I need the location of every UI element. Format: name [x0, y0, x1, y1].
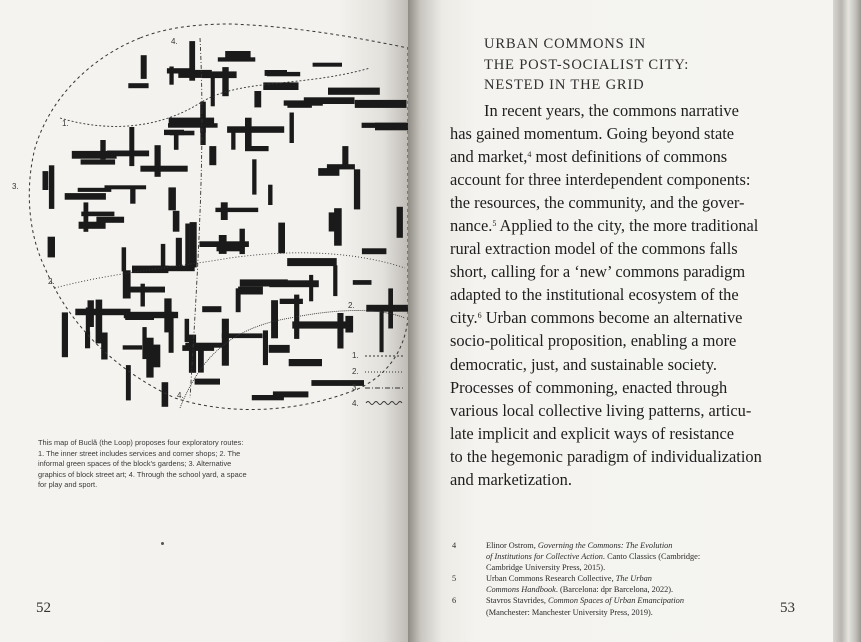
body-line: various local collective living patterns, articu-: [450, 400, 752, 420]
legend-line-4: [366, 402, 402, 405]
building-block: [304, 97, 355, 104]
footnote-number: 4: [452, 541, 457, 550]
building-block: [290, 113, 294, 144]
building-block: [62, 312, 68, 357]
footnote-line: Cambridge University Press, 2015).: [486, 563, 606, 573]
building-block: [222, 333, 263, 338]
building-block: [254, 91, 261, 107]
building-block: [327, 164, 355, 169]
caption-line: graphics of block street art; 4. Through the school yard, a space: [38, 469, 247, 479]
caption-line: informal green spaces of the block's gardens; 3. Alternative: [38, 459, 232, 469]
building-block: [123, 345, 143, 349]
building-block: [388, 288, 393, 328]
building-block: [353, 280, 372, 285]
route-label-4: 4.: [177, 391, 184, 400]
building-block: [185, 319, 190, 342]
footnote-ref[interactable]: 5: [492, 219, 497, 229]
building-block: [215, 208, 258, 212]
building-block: [309, 275, 313, 301]
building-block: [245, 118, 252, 150]
building-block: [200, 102, 206, 133]
building-block: [142, 327, 146, 359]
body-line: has gained momentum. Going beyond state: [450, 124, 735, 144]
building-block: [218, 57, 256, 61]
body-line: late implicit and explicit ways of resistance: [450, 423, 735, 443]
building-block: [292, 321, 349, 328]
building-block: [268, 185, 272, 205]
caption-line: for play and sport.: [38, 480, 98, 490]
footnote-line: 4 Elinor Ostrom, Governing the Commons: The Evolution: [452, 541, 673, 550]
building-block: [267, 72, 300, 76]
building-block: [81, 159, 116, 164]
building-block: [129, 127, 134, 166]
building-block: [153, 345, 160, 368]
building-block: [105, 185, 147, 189]
footnote-number: 6: [452, 596, 457, 606]
footnote-line: 5 Urban Commons Research Collective, The Urban: [452, 574, 652, 584]
route-label-2-right: 2.: [348, 301, 355, 310]
building-block: [355, 100, 407, 108]
heading-line: THE POST-SOCIALIST CITY:: [484, 56, 690, 73]
footnote-line: 6 Stavros Stavrides, Common Spaces of Urban Emancipation: [452, 596, 684, 606]
building-block: [75, 309, 130, 316]
map-caption: [38, 438, 313, 491]
building-block: [287, 103, 312, 107]
building-block: [49, 165, 54, 209]
building-block: [167, 68, 191, 73]
building-block: [79, 222, 106, 229]
chapter-heading: [484, 34, 689, 96]
page-number-left: 52: [36, 600, 51, 616]
building-block: [225, 51, 250, 58]
building-block: [170, 131, 195, 136]
building-block: [195, 379, 220, 385]
building-block: [245, 146, 269, 151]
page-number-right: 53: [780, 600, 795, 616]
heading-line: NESTED IN THE GRID: [484, 77, 645, 93]
building-block: [240, 229, 245, 254]
building-block: [354, 169, 360, 209]
building-block: [101, 333, 107, 360]
body-line: In recent years, the commons narrative: [484, 101, 739, 120]
body-line: short, calling for a ‘new’ commons paradigm: [450, 262, 746, 282]
building-block: [65, 193, 106, 200]
footnote-line: Commons Handbook. (Barcelona: dpr Barcelona, 2022).: [486, 585, 674, 595]
building-block: [130, 187, 135, 204]
footnote-line: of Institutions for Collective Action. Canto Classics (Cambridge:: [486, 552, 701, 562]
building-block: [238, 287, 263, 295]
building-block: [313, 63, 342, 67]
building-block: [128, 83, 148, 88]
building-block: [162, 382, 169, 407]
building-block: [231, 130, 235, 150]
neighborhood-map: [0, 18, 412, 418]
building-block: [202, 306, 221, 312]
route-2: [55, 253, 405, 288]
building-block: [329, 212, 336, 231]
body-paragraph: [450, 99, 800, 491]
legend-label-4: 4.: [352, 399, 359, 408]
building-block: [173, 211, 180, 232]
route-label-3: 3.: [12, 182, 19, 191]
building-block: [164, 298, 171, 332]
building-block: [278, 223, 285, 254]
building-block: [72, 151, 117, 159]
body-line: and market,$^4$ most definitions of commons: [450, 147, 728, 167]
building-block: [100, 140, 105, 159]
building-block: [123, 270, 131, 298]
building-block: [271, 300, 278, 338]
building-block: [236, 288, 241, 312]
building-block: [362, 248, 387, 254]
building-block: [141, 284, 145, 307]
building-block: [122, 247, 127, 271]
building-block: [140, 166, 187, 172]
building-block: [141, 55, 147, 79]
page-mark: [161, 542, 164, 545]
footnote-ref[interactable]: 6: [477, 311, 482, 321]
building-block: [397, 207, 403, 238]
building-block: [337, 313, 343, 349]
building-block: [185, 224, 190, 269]
building-block: [328, 88, 380, 95]
route-label-1: 1.: [62, 119, 69, 128]
building-block: [263, 330, 268, 365]
footnote-ref[interactable]: 4: [527, 150, 532, 160]
caption-line: 1. The inner street includes services and corner shops; 2. The: [38, 448, 241, 458]
body-line: nance.$^5$ Applied to the city, the more traditional: [450, 216, 759, 236]
building-block: [174, 133, 179, 150]
building-block: [263, 82, 298, 90]
building-block: [252, 159, 256, 194]
building-block: [48, 237, 55, 258]
route-label-4-top: 4.: [171, 37, 178, 46]
body-line: democratic, just, and sustainable society.: [450, 354, 718, 374]
legend-label-3: 3.: [352, 383, 359, 392]
building-block: [287, 258, 337, 266]
heading-line: URBAN COMMONS IN: [484, 36, 647, 52]
body-line: the resources, the community, and the gover-: [450, 193, 745, 213]
building-block: [155, 145, 161, 177]
body-line: Processes of commoning, enacted through: [450, 377, 728, 397]
building-block: [252, 395, 284, 400]
building-block: [333, 265, 337, 296]
body-line: and marketization.: [450, 469, 572, 489]
building-block: [227, 126, 284, 133]
building-block: [146, 338, 153, 378]
left-page: [0, 0, 412, 642]
footnote-line: (Manchester: Manchester University Press, 2019).: [486, 607, 653, 617]
footnote-number: 5: [452, 574, 457, 584]
building-block: [380, 310, 384, 353]
footnotes: [452, 540, 752, 618]
body-line: socio-political proposition, enabling a more: [450, 331, 737, 351]
building-block: [81, 212, 114, 217]
building-block: [168, 187, 176, 210]
page-edges: [833, 0, 861, 642]
building-block: [362, 123, 407, 128]
route-label-2: 2.: [48, 277, 55, 286]
caption-line: This map of Buclă (the Loop) proposes four exploratory routes:: [38, 438, 244, 447]
body-line: rural extraction model of the commons falls: [450, 239, 738, 259]
building-block: [280, 299, 303, 304]
body-line: city.$^6$ Urban commons become an alternative: [450, 308, 743, 328]
building-block: [190, 222, 197, 267]
building-block: [176, 238, 182, 267]
building-block: [269, 280, 319, 287]
legend-label-2: 2.: [352, 367, 359, 376]
building-block: [43, 171, 49, 190]
building-block: [289, 359, 322, 366]
body-line: adapted to the institutional ecosystem of the: [450, 285, 739, 305]
legend-label-1: 1.: [352, 351, 359, 360]
building-block: [209, 146, 216, 165]
building-block: [342, 146, 348, 165]
building-block: [126, 365, 131, 400]
building-block: [211, 72, 215, 106]
body-line: account for three interdependent components:: [450, 170, 751, 190]
body-line: to the hegemonic paradigm of individualization: [450, 446, 762, 466]
map-legend: [352, 351, 404, 408]
building-block: [269, 345, 290, 353]
building-block: [168, 123, 218, 128]
